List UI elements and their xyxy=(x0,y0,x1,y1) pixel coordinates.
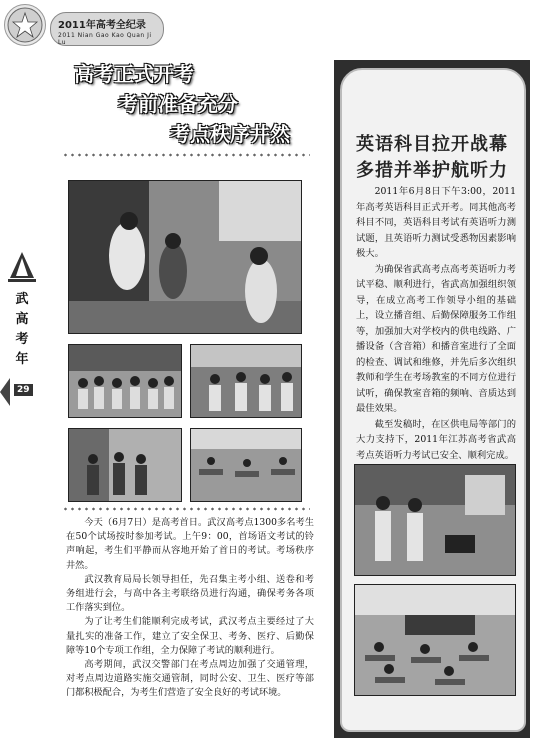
sail-logo-icon xyxy=(6,250,38,284)
sidebar-paragraph: 2011年6月8日下午3:00，2011年高考英语科目正式开考。同其他高考科目不同，英语科目考试有英语听力测试题，且英语听力测试受悉物因素影响极大。 xyxy=(356,186,516,259)
photo-exam-check xyxy=(68,180,302,334)
photo-officials-corridor xyxy=(68,428,182,502)
headline-1: 高考正式开考 xyxy=(74,62,194,86)
sidebar-paragraph: 为确保省武高考点高考英语听力考试平稳、顺利进行，省武高加强组织领导，在成立高考工作领导小组的基础上，设立播音组、后勤保障服务工作组等，加强加大对学校内的供电线路、广播设备（含音箱）和播音室进行了全面的检查、调试和维修，并先后多次组织教师和学生在考场教室的不同方位进行试听，确保教室音箱的频响、音质达到最佳效果。 xyxy=(356,263,516,414)
side-vertical-text xyxy=(14,290,30,370)
page-arrow-icon xyxy=(0,378,10,406)
photo-classroom-exam xyxy=(354,584,516,696)
dotted-divider-bottom xyxy=(62,506,310,512)
header-title: 2011年高考全纪录 xyxy=(58,20,146,31)
headline-2: 考前准备充分 xyxy=(118,92,238,116)
header-subtitle: 2011 Nian Gao Kao Quan Ji Lu xyxy=(58,32,152,46)
main-article xyxy=(66,516,314,701)
photo-students-gathering xyxy=(68,344,182,418)
article-paragraph: 高考期间，武汉交警部门在考点周边加强了交通管理，对考点周边道路实施交通管制，同时公安、卫生、医疗等部门都积极配合，为考生们营造了安全良好的考试环境。 xyxy=(66,659,314,699)
sidebar-article-title-line1: 英语科目拉开战幕 xyxy=(356,134,508,155)
photo-teachers-meeting xyxy=(190,344,302,418)
photo-exam-room xyxy=(190,428,302,502)
school-emblem-icon xyxy=(4,4,46,46)
side-char: 年 xyxy=(15,352,29,367)
article-paragraph: 为了让考生们能顺利完成考试，武汉考点主要经过了大量扎实的准备工作，建立了安全保卫、考务、医疗、后勤保障等10个专项工作组，全力保障了考试的顺利进行。 xyxy=(66,616,314,656)
header-title-bar xyxy=(44,8,160,48)
dotted-divider-top xyxy=(62,152,310,158)
side-char: 高 xyxy=(15,312,29,327)
side-char: 考 xyxy=(15,332,29,347)
article-paragraph: 武汉教育局局长领导担任，先召集主考小组、送卷和考务组进行会，与高中各主考联络员进行沟通，确保考务各项工作落实到位。 xyxy=(66,573,314,614)
sidebar-paragraph: 截至发稿时，在区供电局等部门的大力支持下，2011年江苏高考省武高考点英语听力考试已安全、顺利完成。 xyxy=(356,418,516,461)
side-char: 武 xyxy=(15,292,29,307)
article-paragraph: 今天（6月7日）是高考首日。武汉高考点1300多名考生在50个试场按时参加考试。上午9：00，首场语文考试的铃声响起，考生们平静而从容地开始了首日的考试。考场秩序井然。 xyxy=(66,517,314,571)
page-number: 29 xyxy=(14,384,33,396)
photo-listening-test-setup xyxy=(354,464,516,576)
page-marker xyxy=(0,378,46,406)
sidebar-article-title-line2: 多措并举护航听力 xyxy=(356,160,508,181)
headline-3: 考点秩序井然 xyxy=(170,122,290,146)
sidebar-article-body xyxy=(356,184,516,463)
sidebar-article-panel xyxy=(334,60,530,738)
